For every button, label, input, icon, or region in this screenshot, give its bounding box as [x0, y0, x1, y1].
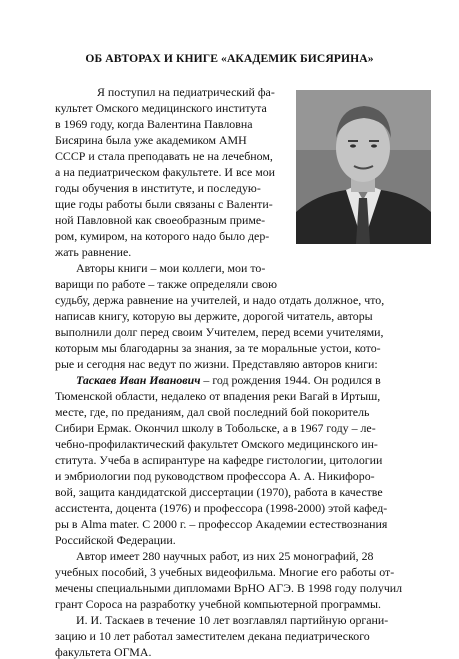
- author-portrait-photo: [296, 90, 431, 244]
- text-line: жать равнение.: [55, 245, 132, 259]
- text-line: Бисярина была уже академиком АМН: [55, 133, 247, 147]
- text-line: Российской Федерации.: [55, 533, 176, 547]
- text-line: годы обучения в институте, и последую-: [55, 181, 261, 195]
- text-line: выполнили долг перед своим Учителем, перед всеми учителями,: [55, 325, 384, 339]
- text-line: в 1969 году, когда Валентина Павловна: [55, 117, 253, 131]
- text-line: ры в Alma mater. С 2000 г. – профессор Академии естествознания: [55, 517, 388, 531]
- text-line: написав книгу, которую вы держите, дорогой читатель, авторы: [55, 309, 373, 323]
- text-line: факультета ОГМА.: [55, 645, 152, 659]
- text-line: культет Омского медицинского института: [55, 101, 267, 115]
- text-line: варищи по работе – также определяли свою: [55, 277, 277, 291]
- text-line: вой, защита кандидатской диссертации (1970), работа в качестве: [55, 485, 383, 499]
- text-line: рые и сегодня нас ведут по жизни. Представляю авторов книги:: [55, 357, 378, 371]
- text-line: зацию и 10 лет работал заместителем декана педиатрического: [55, 629, 370, 643]
- text-line: учебных пособий, 3 учебных видеофильма. Многие его работы от-: [55, 565, 395, 579]
- portrait-image: [296, 90, 431, 244]
- text-line: которым мы благодарны за знания, за те моральные устои, кото-: [55, 341, 381, 355]
- text-line: грант Сороса на разработку учебной компьютерной программы.: [55, 597, 381, 611]
- text-line: СССР и стала преподавать не на лечебном,: [55, 149, 273, 163]
- text-line: Я поступил на педиатрический фа-: [97, 85, 275, 99]
- text-line: Авторы книги – мои коллеги, мои то-: [76, 261, 266, 275]
- text-line: судьбу, держа равнение на учителей, и надо отдать должное, что,: [55, 293, 385, 307]
- text-line-rest: – год рождения 1944. Он родился в: [203, 373, 381, 387]
- text-line: [76, 373, 381, 387]
- text-line: ассистента, доцента (1976) и профессора (1998-2000) этой кафед-: [55, 501, 388, 515]
- text-line: Сибири Ермак. Окончил школу в Тобольске, а в 1967 году – ле-: [55, 421, 376, 435]
- text-line: щие годы работы были связаны с Валенти-: [55, 197, 273, 211]
- text-line: месте, где, по преданиям, дал свой последний бой покоритель: [55, 405, 370, 419]
- text-line: мечены специальными дипломами ВрНО АГЭ. В 1998 году получил: [55, 581, 403, 595]
- text-line: и эмбриологии под руководством профессора А. А. Никифоро-: [55, 469, 375, 483]
- text-line: И. И. Таскаев в течение 10 лет возглавлял партийную органи-: [76, 613, 389, 627]
- text-line: Автор имеет 280 научных работ, из них 25 монографий, 28: [76, 549, 374, 563]
- author-name-bold: Таскаев Иван Иванович: [76, 373, 201, 387]
- text-line: ром, кумиром, на которого надо было дер-: [55, 229, 270, 243]
- text-line: а на педиатрическом факультете. И все мои: [55, 165, 276, 179]
- text-line: чебно-профилактический факультет Омского медицинского ин-: [55, 437, 378, 451]
- text-line: ной Павловной как своеобразным приме-: [55, 213, 266, 227]
- text-line: Тюменской области, недалеко от впадения реки Вагай в Иртыш,: [55, 389, 381, 403]
- section-title: ОБ АВТОРАХ И КНИГЕ «АКАДЕМИК БИСЯРИНА»: [85, 52, 374, 65]
- text-line: ститута. Учеба в аспирантуре на кафедре гистологии, цитологии: [55, 453, 383, 467]
